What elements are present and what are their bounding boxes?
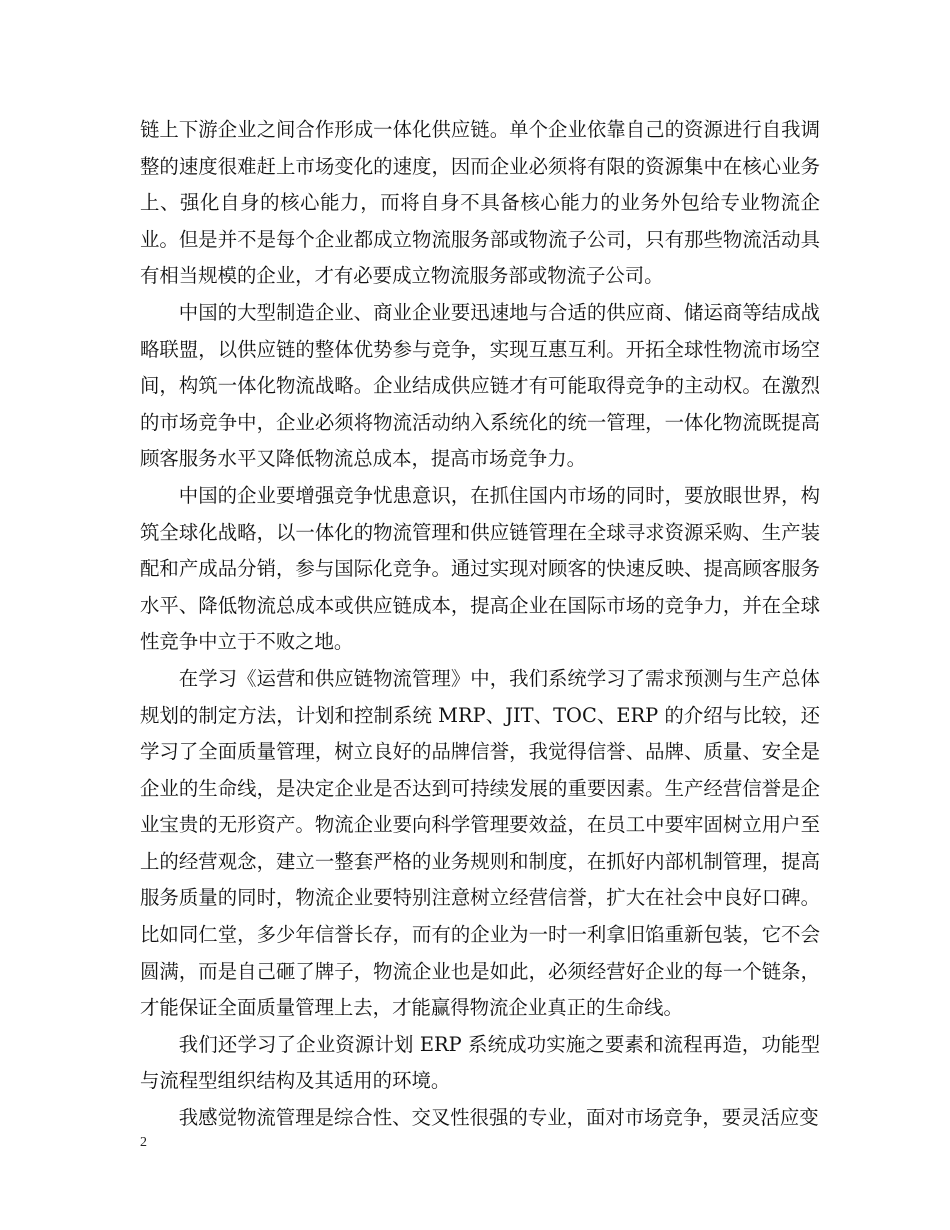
paragraph-4: 在学习《运营和供应链物流管理》中，我们系统学习了需求预测与生产总体规划的制定方法，计划和控制系统 MRP、JIT、TOC、ERP 的介绍与比较，还学习了全面质量管理，树立良好的品牌信誉，我觉得信誉、品牌、质量、安全是企业的生命线，是决定企业是否达到可持续发展的重要因素。生产经营信誉是企业宝贵的无形资产。物流企业要向科学管理要效益，在员工中要牢固树立用户至上的经营观念，建立一整套严格的业务规则和制度，在抓好内部机制管理，提高服务质量的同时，物流企业要特别注意树立经营信誉，扩大在社会中良好口碑。比如同仁堂，多少年信誉长存，而有的企业为一时一利拿旧馅重新包装，它不会圆满，而是自己砸了牌子，物流企业也是如此，必须经营好企业的每一个链条，才能保证全面质量管理上去，才能赢得物流企业真正的生命线。: [140, 666, 820, 1020]
paragraph-3: 中国的企业要增强竞争忧患意识，在抓住国内市场的同时，要放眼世界，构筑全球化战略，以一体化的物流管理和供应链管理在全球寻求资源采购、生产装配和产成品分销，参与国际化竞争。通过实现对顾客的快速反映、提高顾客服务水平、降低物流总成本或供应链成本，提高企业在国际市场的竞争力，并在全球性竞争中立于不败之地。: [140, 483, 820, 654]
page-number: 2: [140, 1135, 147, 1150]
paragraph-1: 链上下游企业之间合作形成一体化供应链。单个企业依靠自己的资源进行自我调整的速度很难赶上市场变化的速度，因而企业必须将有限的资源集中在核心业务上、强化自身的核心能力，而将自身不具备核心能力的业务外包给专业物流企业。但是并不是每个企业都成立物流服务部或物流子公司，只有那些物流活动具有相当规模的企业，才有必要成立物流服务部或物流子公司。: [140, 118, 820, 288]
document-body: [140, 112, 820, 1137]
paragraph-2: 中国的大型制造企业、商业企业要迅速地与合适的供应商、储运商等结成战略联盟，以供应链的整体优势参与竞争，实现互惠互利。开拓全球性物流市场空间，构筑一体化物流战略。企业结成供应链才有可能取得竞争的主动权。在激烈的市场竞争中，企业必须将物流活动纳入系统化的统一管理，一体化物流既提高顾客服务水平又降低物流总成本，提高市场竞争力。: [140, 300, 820, 471]
paragraph-6: 我感觉物流管理是综合性、交叉性很强的专业，面对市场竞争，要灵活应变: [178, 1106, 819, 1130]
paragraph-5: 我们还学习了企业资源计划 ERP 系统成功实施之要素和流程再造，功能型与流程型组织结构及其适用的环境。: [140, 1032, 820, 1093]
